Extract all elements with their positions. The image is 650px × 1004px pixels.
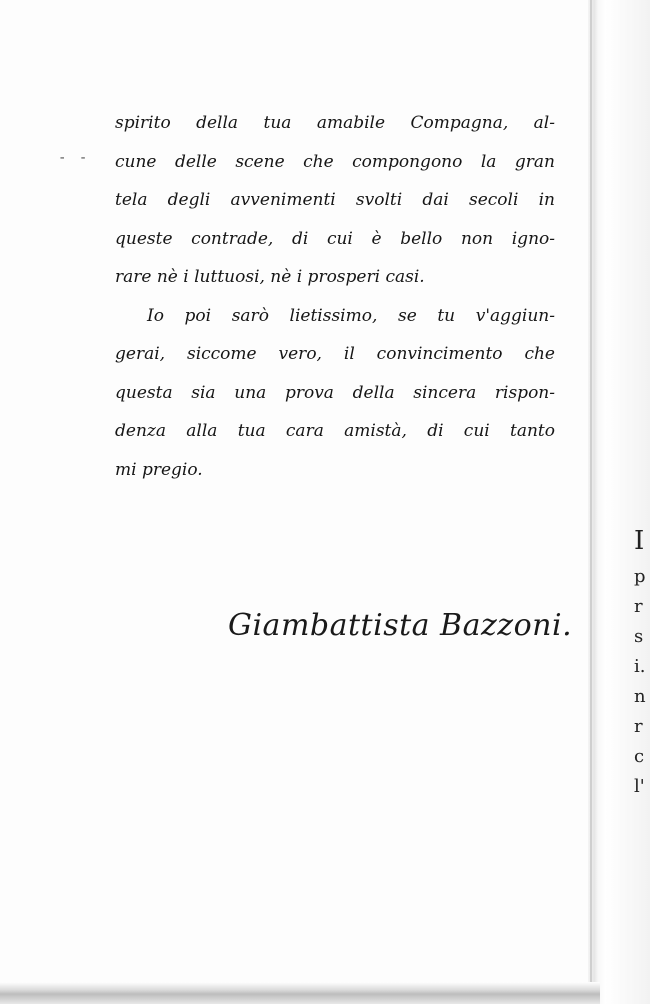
- text-line: Io poi sarò lietissimo, se tu v'aggiun-: [147, 305, 555, 326]
- margin-marks: - -: [58, 150, 90, 166]
- next-page-char: r: [634, 716, 643, 737]
- next-page-char: c: [634, 746, 645, 767]
- author-signature: Giambattista Bazzoni.: [228, 608, 573, 643]
- text-line: queste contrade, di cui è bello non igno-: [115, 228, 555, 249]
- next-page-char: I: [634, 526, 645, 556]
- next-page-char: n: [634, 686, 646, 707]
- next-page-char: l': [634, 776, 645, 797]
- next-page-char: r: [634, 596, 643, 617]
- book-spine-shadow: [588, 0, 650, 1004]
- book-gutter-line: [590, 0, 592, 1004]
- text-line: gerai, siccome vero, il convincimento che: [115, 344, 555, 364]
- next-page-char: s: [634, 626, 644, 647]
- text-line: questa sia una prova della sincera rispon-: [115, 382, 555, 403]
- letter-body: [115, 104, 555, 489]
- text-line: rare nè i luttuosi, nè i prosperi casi.: [115, 267, 425, 287]
- next-page-char: p: [634, 566, 646, 587]
- text-line: cune delle scene che compongono la gran: [115, 151, 555, 172]
- text-line: spirito della tua amabile Compagna, al-: [115, 113, 555, 133]
- text-line: tela degli avvenimenti svolti dai secoli in: [115, 190, 555, 210]
- next-page-char: i.: [634, 656, 646, 677]
- text-line: mi pregio.: [115, 459, 203, 480]
- next-page-fragment: [634, 520, 650, 802]
- text-line: denza alla tua cara amistà, di cui tanto: [115, 421, 555, 441]
- page-bottom-edge: [0, 982, 600, 1004]
